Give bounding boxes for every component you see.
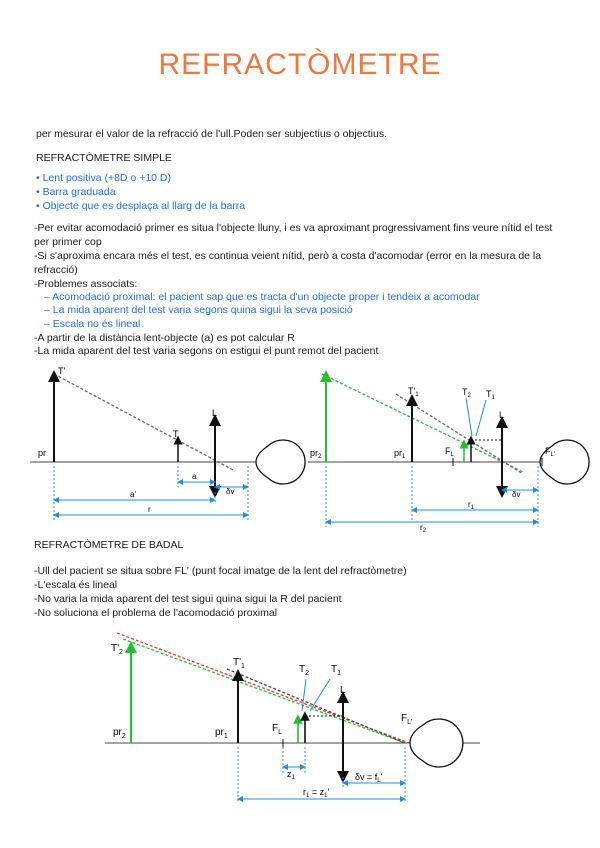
figure-simple-refractometer [30,362,300,532]
figure-badal-refractometer [105,625,485,810]
svg-text:pr1: $pr_1$ [394,448,406,460]
label-aprime: a' [130,490,136,499]
bullet-item: • Lent positiva (+8D o +10 D) [36,172,171,184]
label-pr: pr [38,448,47,458]
page-title: REFRACTÒMETRE [158,48,442,81]
paragraph: -Per evitar acomodació primer es situa l'objecte lluny, i es va aproximant progressivament fins veure nítid el test per primer cop [34,222,553,248]
paragraph: -A partir de la distància lent-objecte (a) es pot calcular R [34,332,295,344]
svg-text:T'1: $T'_1$ [408,386,419,398]
intro-text: per mesurar el valor de la refracció de l'ull.Poden ser subjectius o objectius. [36,128,388,140]
svg-text:L: L [499,410,505,420]
badal-line: -No soluciona el problema de l'acomodació proximal [34,607,278,619]
paragraph: -La mida aparent del test varia segons on estigui el punt remot del pacient [34,345,379,357]
label-a: a [192,472,197,481]
svg-text:FL': $F_{L'}$ [545,446,555,458]
ray-dashed [54,374,235,471]
svg-text:pr1: $pr_1$ [215,727,228,740]
svg-text:L: L [340,685,346,696]
svg-text:δv = fL': $\delta v = f_L'$ [355,772,383,784]
problem-item: – Escala no és lineal [44,318,141,330]
svg-text:FL: $F_L$ [445,446,454,458]
badal-line: -L'escala és lineal [34,579,118,591]
svg-text:r1 = z1': $r_1 = z_1'$ [303,787,330,799]
svg-text:T2: $T_2$ [462,387,471,399]
svg-text:T'1: $T'_1$ [233,657,245,670]
paragraph: -Problemes associats: [34,278,138,290]
label-L: L [212,408,218,418]
paragraph: -Si s'aproxima encara més el test, es continua veient nítid, però a costa d'acomodar (error en la mesura de la refracció) [34,250,542,276]
bullet-item: • Barra graduada [36,186,116,198]
problem-item: – Acomodació proximal: el pacient sap que es tracta d'un objecte proper i tendeix a acomodar [44,291,480,303]
label-Tprime: T' [58,366,66,376]
svg-text:r1: $r_1$ [468,500,475,511]
svg-text:δv: δv [512,490,521,499]
badal-heading: REFRACTÒMETRE DE BADAL [34,539,184,551]
badal-line: -Ull del pacient se situa sobre FL' (punt focal imatge de la lent del refractòmetre) [34,565,407,577]
svg-text:FL: $F_L$ [272,723,283,736]
svg-text:pr2: $pr_2$ [310,448,322,460]
simple-heading: REFRACTÒMETRE SIMPLE [36,152,172,164]
label-T: T [173,429,179,439]
label-r: r [148,505,151,514]
badal-line: -No varia la mida aparent del test sigui quina sigui la R del pacient [34,593,342,605]
figure-simple-two-positions [308,362,588,532]
eye-icon [256,440,305,484]
svg-text:pr2: $pr_2$ [113,727,126,740]
label-dv: δv [226,487,235,496]
svg-text:T2: $T_2$ [299,664,310,677]
svg-text:r2: $r_2$ [420,523,427,534]
svg-text:T'2: $T'_2$ [111,643,123,656]
svg-text:z1: $z_1$ [287,769,295,781]
svg-text:FL': $F_{L'}$ [401,713,413,726]
svg-text:T1: $T_1$ [486,389,495,401]
svg-text:T1: $T_1$ [331,664,342,677]
bullet-item: • Objecte que es desplaça al llarg de la barra [36,200,246,212]
problem-item: – La mida aparent del test varia segons quina sigui la seva posició [44,304,353,316]
